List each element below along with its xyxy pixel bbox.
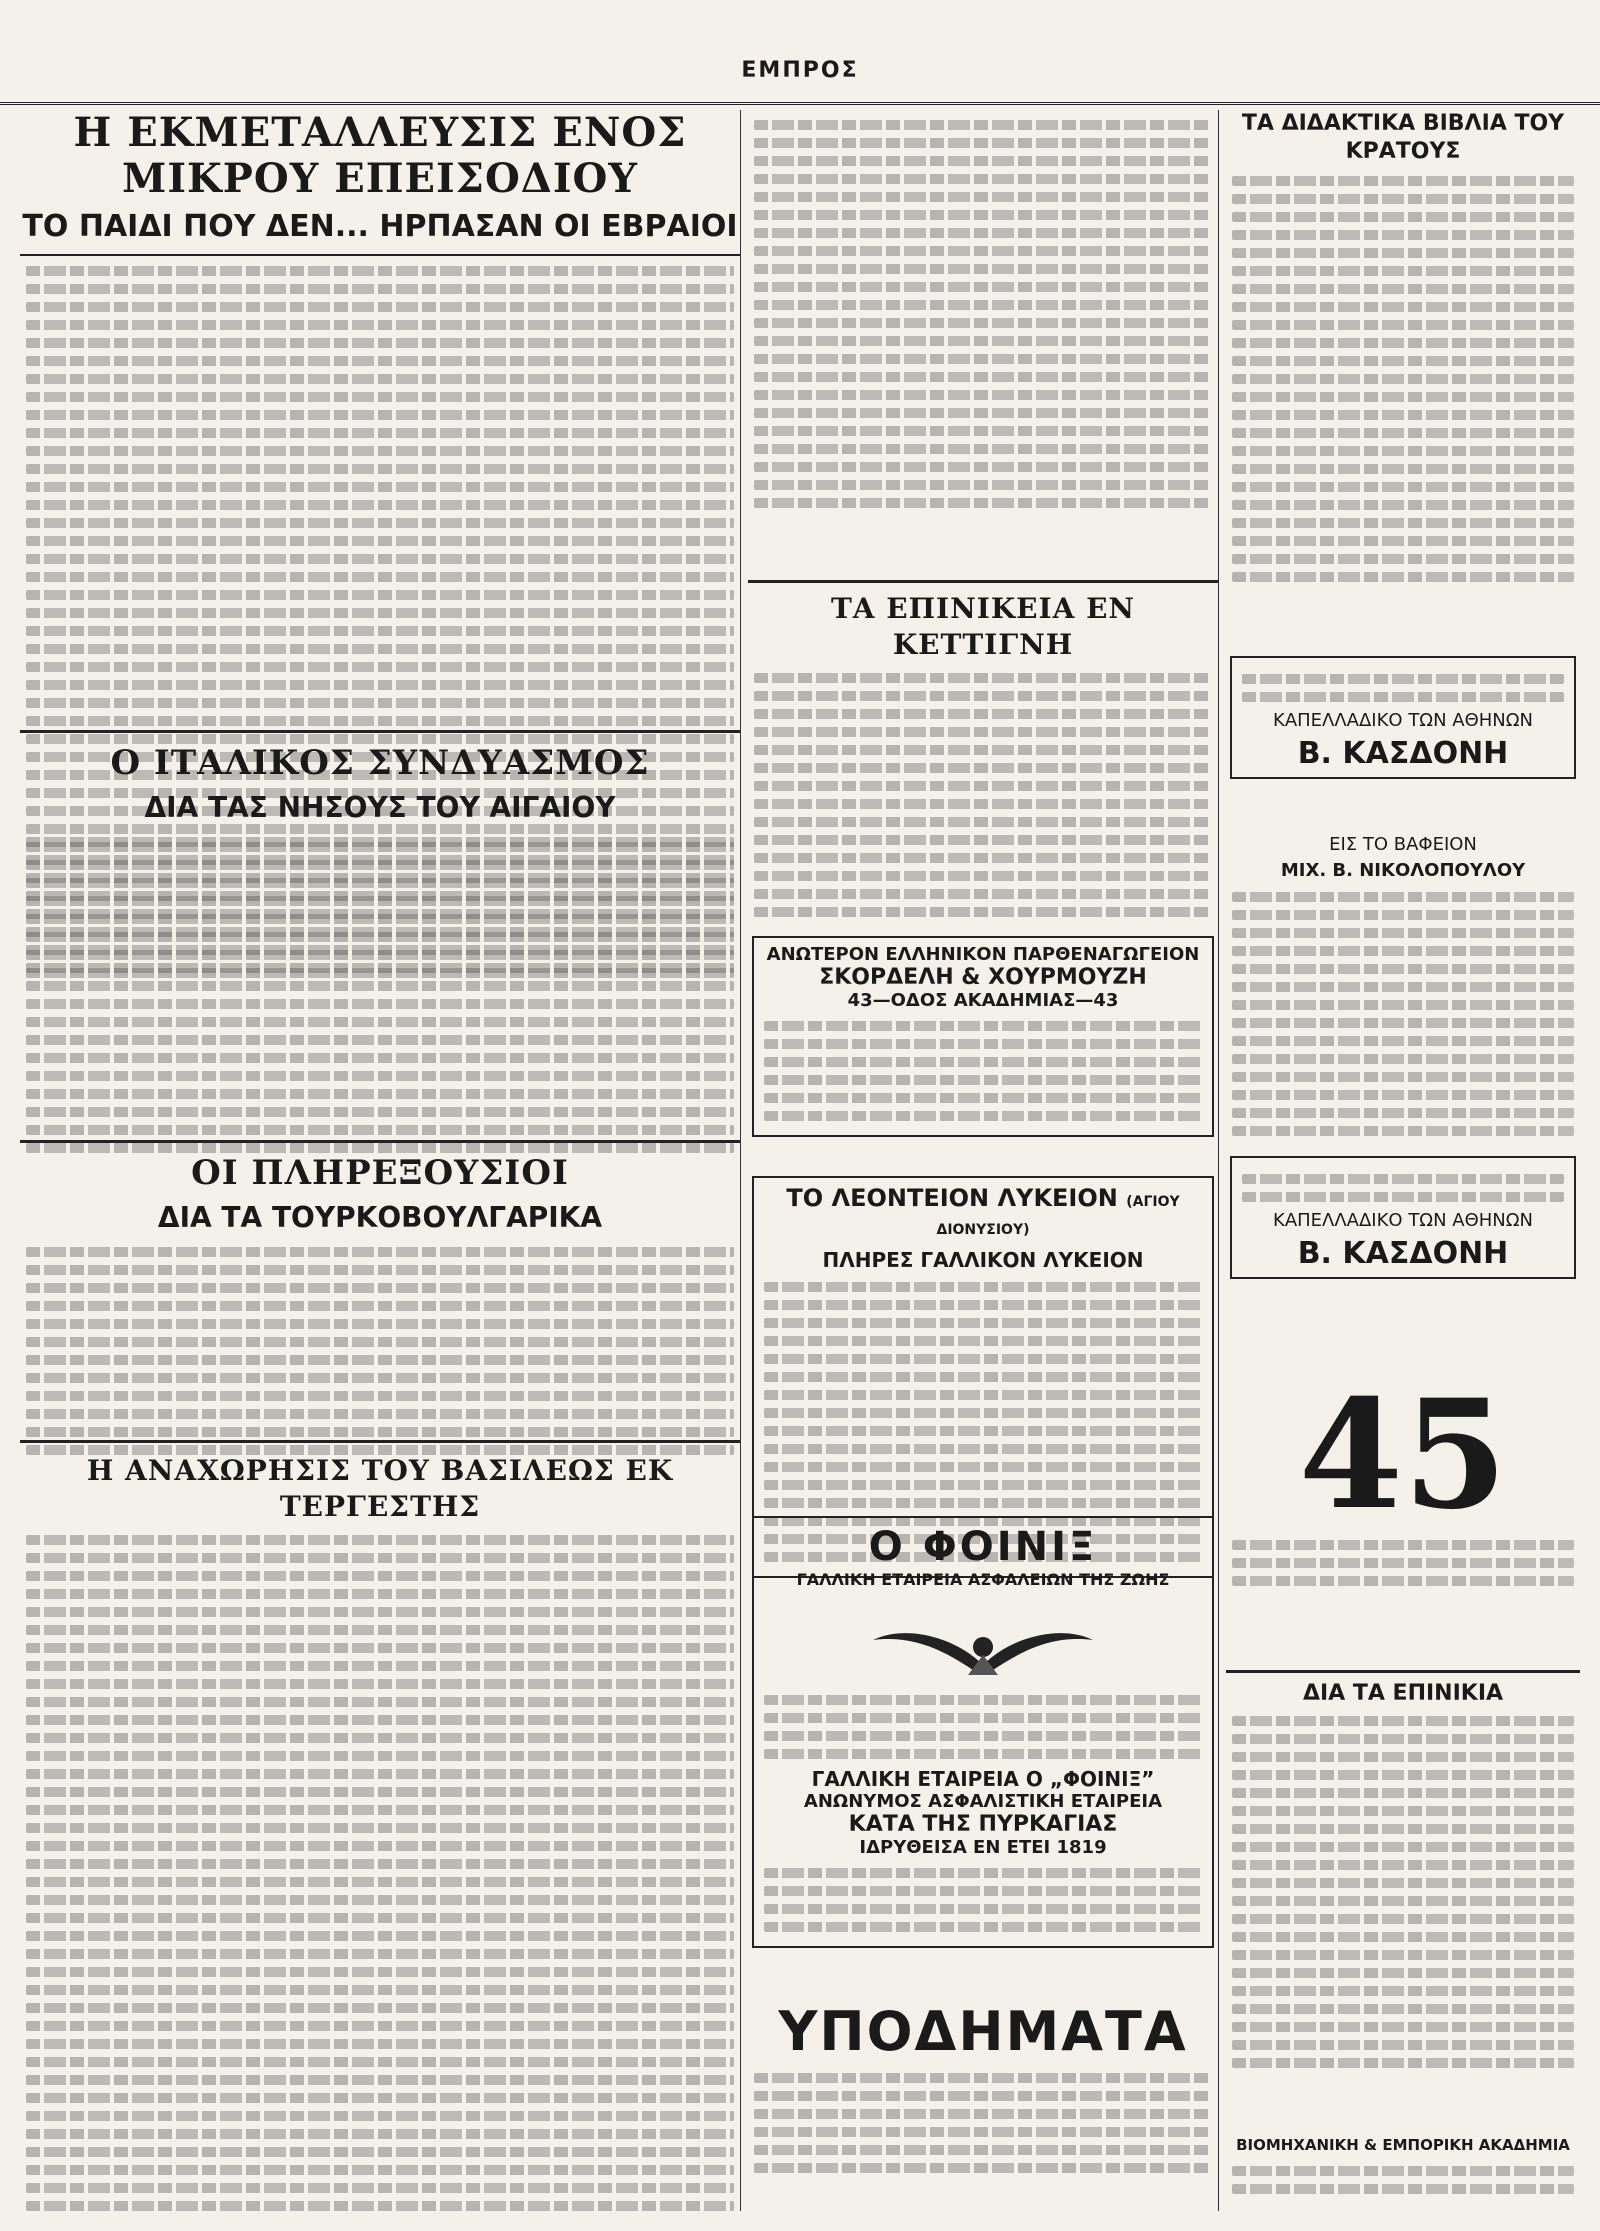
article-headline: Ο ΙΤΑΛΙΚΟΣ ΣΥΝΔΥΑΣΜΟΣ <box>110 743 650 783</box>
ad-line: Β. ΚΑΣΔΟΝΗ <box>1297 1236 1509 1271</box>
article-celebrations <box>1226 1670 1580 2076</box>
ad-line: Β. ΚΑΣΔΟΝΗ <box>1297 736 1509 771</box>
article-subheadline: ΔΙΑ ΤΑ ΤΟΥΡΚΟΒΟΥΛΓΑΡΙΚΑ <box>157 1201 603 1234</box>
ad-line: ΚΑΠΕΛΛΑΔΙΚΟ ΤΩΝ ΑΘΗΝΩΝ <box>1273 710 1533 731</box>
ad-body <box>758 1695 1208 1759</box>
article-headline: ΔΙΑ ΤΑ ΕΠΙΝΙΚΙΑ <box>1302 1681 1504 1706</box>
article-school-books <box>1226 110 1580 590</box>
divider <box>20 254 740 256</box>
ad-title <box>758 1184 1208 1240</box>
article-headline: Η ΕΚΜΕΤΑΛΛΕΥΣΙΣ ΕΝΟΣ ΜΙΚΡΟΥ ΕΠΕΙΣΟΔΙΟΥ <box>73 110 687 202</box>
ad-academy <box>1226 2130 1580 2202</box>
ad-line: ΠΛΗΡΕΣ ΓΑΛΛΙΚΟΝ ΛΥΚΕΙΟΝ <box>822 1248 1144 1272</box>
ad-title-sub: (ΑΓΙΟΥ ΔΙΟΝΥΣΙΟΥ) <box>936 1194 1180 1238</box>
masthead <box>0 52 1600 105</box>
ad-girls-school <box>752 936 1214 1137</box>
ad-title: Ο ΦΟΙΝΙΞ <box>868 1524 1098 1570</box>
ad-body <box>1226 1540 1580 1586</box>
ad-title-text: ΤΟ ΛΕΟΝΤΕΙΟΝ ΛΥΚΕΙΟΝ <box>786 1184 1118 1212</box>
ad-price <box>1226 1367 1580 1594</box>
middle-top-text <box>748 110 1218 516</box>
article-kettigni <box>748 580 1218 925</box>
ad-line: ΚΑΠΕΛΛΑΔΙΚΟ ΤΩΝ ΑΘΗΝΩΝ <box>1273 1210 1533 1231</box>
ad-line: ΑΝΩΤΕΡΟΝ ΕΛΛΗΝΙΚΟΝ ΠΑΡΘΕΝΑΓΩΓΕΙΟΝ <box>766 944 1200 965</box>
ad-line: ΙΔΡΥΘΕΙΣΑ ΕΝ ΕΤΕΙ 1819 <box>859 1837 1107 1858</box>
article-headline: Η ΑΝΑΧΩΡΗΣΙΣ ΤΟΥ ΒΑΣΙΛΕΩΣ ΕΚ ΤΕΡΓΕΣΤΗΣ <box>86 1454 674 1523</box>
ad-line: ΑΝΩΝΥΜΟΣ ΑΣΦΑΛΙΣΤΙΚΗ ΕΤΑΙΡΕΙΑ <box>803 1791 1163 1812</box>
article-italian-combination <box>20 730 740 1161</box>
ad-hat-shop-2 <box>1230 1156 1576 1279</box>
article-body <box>20 837 740 1153</box>
column-right <box>1226 110 1580 2211</box>
ad-phoenix-insurance <box>752 1516 1214 1948</box>
ad-body <box>758 1868 1208 1932</box>
ad-line: ΜΙΧ. Β. ΝΙΚΟΛΟΠΟΥΛΟΥ <box>1280 860 1526 881</box>
ad-body <box>748 2073 1218 2173</box>
ad-line: ΒΙΟΜΗΧΑΝΙΚΗ & ΕΜΠΟΡΙΚΗ ΑΚΑΔΗΜΙΑ <box>1236 2136 1570 2154</box>
article-body <box>1226 176 1580 582</box>
ad-hat-shop-1 <box>1230 656 1576 779</box>
price-number: 45 <box>1298 1367 1508 1543</box>
column-middle <box>748 110 1219 2211</box>
phoenix-emblem-icon <box>863 1595 1103 1685</box>
masthead-title: ΕΜΠΡΟΣ <box>741 58 859 83</box>
article-body <box>748 673 1218 917</box>
ad-shoes <box>748 2000 1218 2181</box>
ad-title: ΥΠΟΔΗΜΑΤΑ <box>778 2000 1188 2063</box>
ad-body <box>1226 892 1580 1136</box>
article-subheadline: ΤΟ ΠΑΙΔΙ ΠΟΥ ΔΕΝ... ΗΡΠΑΣΑΝ ΟΙ ΕΒΡΑΙΟΙ <box>22 209 738 244</box>
ad-body <box>1236 1174 1570 1202</box>
ad-line: ΚΑΤΑ ΤΗΣ ΠΥΡΚΑΓΙΑΣ <box>848 1812 1118 1837</box>
ad-line: ΣΚΟΡΔΕΛΗ & ΧΟΥΡΜΟΥΖΗ <box>819 965 1147 990</box>
article-body <box>20 1247 740 1455</box>
ad-body <box>1226 2166 1580 2194</box>
ad-dye-shop <box>1226 830 1580 1144</box>
ad-line: ΓΑΛΛΙΚΗ ΕΤΑΙΡΕΙΑ Ο „ΦΟΙΝΙΞ” <box>811 1767 1155 1791</box>
ad-line: ΕΙΣ ΤΟ ΒΑΦΕΙΟΝ <box>1329 834 1477 855</box>
ad-line: 43—ΟΔΟΣ ΑΚΑΔΗΜΙΑΣ—43 <box>847 990 1119 1011</box>
column-left <box>20 110 741 2211</box>
ad-body <box>758 1021 1208 1121</box>
article-body <box>1226 1716 1580 2068</box>
article-headline: ΤΑ ΔΙΔΑΚΤΙΚΑ ΒΙΒΛΙΑ ΤΟΥ ΚΡΑΤΟΥΣ <box>1241 111 1565 164</box>
ad-line: ΓΑΛΛΙΚΗ ΕΤΑΙΡΕΙΑ ΑΣΦΑΛΕΙΩΝ ΤΗΣ ΖΩΗΣ <box>796 1570 1170 1589</box>
article-subheadline: ΔΙΑ ΤΑΣ ΝΗΣΟΥΣ ΤΟΥ ΑΙΓΑΙΟΥ <box>144 791 616 824</box>
article-king-departure <box>20 1440 740 2211</box>
article-body <box>20 1535 740 2211</box>
article-headline: ΤΑ ΕΠΙΝΙΚΕΙΑ ΕΝ ΚΕΤΤΙΓΝΗ <box>830 592 1136 661</box>
ad-body <box>1236 674 1570 702</box>
article-plenipotentiaries <box>20 1140 740 1463</box>
article-body <box>748 120 1218 508</box>
article-headline: ΟΙ ΠΛΗΡΕΞΟΥΣΙΟΙ <box>191 1153 569 1193</box>
